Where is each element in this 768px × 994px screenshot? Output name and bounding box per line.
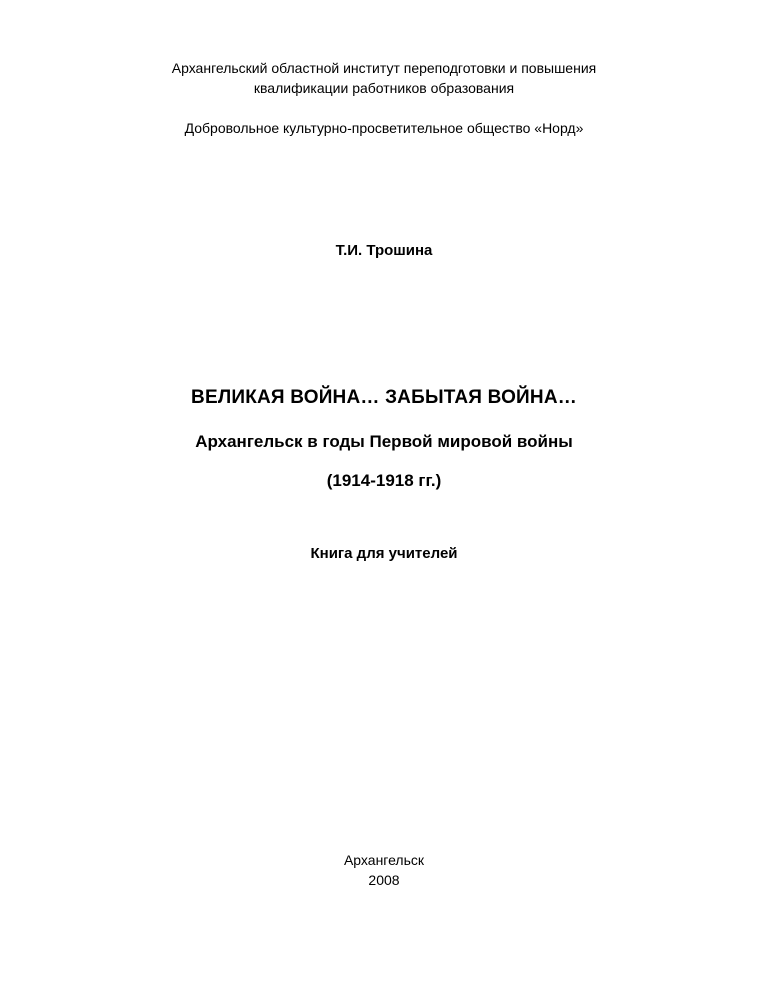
book-title: ВЕЛИКАЯ ВОЙНА… ЗАБЫТАЯ ВОЙНА… xyxy=(191,387,577,408)
book-years: (1914-1918 гг.) xyxy=(326,471,442,490)
institute-name-line-1: Архангельский областной институт переподготовки и повышения xyxy=(171,60,597,76)
book-type: Книга для учителей xyxy=(310,545,458,562)
imprint-city: Архангельск xyxy=(343,852,425,868)
book-subtitle: Архангельск в годы Первой мировой войны xyxy=(195,432,573,451)
author-name: Т.И. Трошина xyxy=(335,242,433,259)
imprint-year: 2008 xyxy=(368,872,400,888)
institute-name-line-2: квалификации работников образования xyxy=(253,80,515,96)
society-name: Добровольное культурно-просветительное общество «Норд» xyxy=(184,120,584,136)
